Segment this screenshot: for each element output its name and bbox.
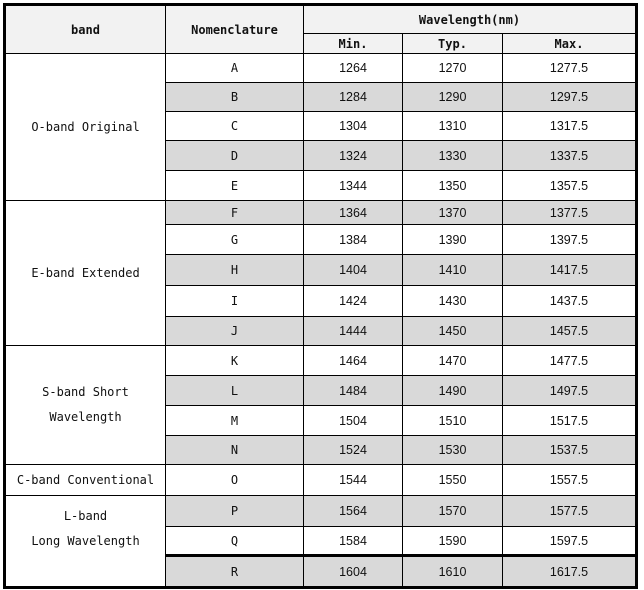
max-cell: 1537.5 (503, 436, 636, 465)
min-cell: 1264 (304, 54, 403, 83)
min-cell: 1584 (304, 527, 403, 556)
nomenclature-cell: I (166, 286, 304, 317)
typ-cell: 1290 (403, 83, 503, 112)
table-row (6, 465, 636, 496)
typ-cell: 1370 (403, 201, 503, 225)
wavelength-table-frame (3, 3, 638, 589)
table-row (6, 346, 636, 376)
typ-cell: 1510 (403, 406, 503, 436)
min-cell: 1444 (304, 317, 403, 346)
header-band: band (6, 6, 166, 54)
max-cell: 1557.5 (503, 465, 636, 496)
nomenclature-cell: Q (166, 527, 304, 556)
min-cell: 1404 (304, 255, 403, 286)
band-l-label-line2: Long Wavelength (31, 534, 140, 548)
max-cell: 1477.5 (503, 346, 636, 376)
nomenclature-cell: F (166, 201, 304, 225)
band-o-cell (6, 54, 166, 201)
max-cell: 1317.5 (503, 112, 636, 141)
table-row (6, 54, 636, 83)
typ-cell: 1550 (403, 465, 503, 496)
min-cell: 1564 (304, 496, 403, 527)
typ-cell: 1530 (403, 436, 503, 465)
min-cell: 1464 (304, 346, 403, 376)
typ-cell: 1350 (403, 171, 503, 201)
header-max: Max. (503, 34, 636, 54)
band-c-cell (6, 465, 166, 496)
max-cell: 1437.5 (503, 286, 636, 317)
max-cell: 1577.5 (503, 496, 636, 527)
nomenclature-cell: H (166, 255, 304, 286)
band-c-label: C-band Conventional (16, 472, 155, 487)
max-cell: 1397.5 (503, 225, 636, 255)
min-cell: 1384 (304, 225, 403, 255)
nomenclature-cell: R (166, 556, 304, 587)
max-cell: 1457.5 (503, 317, 636, 346)
nomenclature-cell: M (166, 406, 304, 436)
min-cell: 1504 (304, 406, 403, 436)
min-cell: 1304 (304, 112, 403, 141)
header-typ: Typ. (403, 34, 503, 54)
max-cell: 1617.5 (503, 556, 636, 587)
nomenclature-cell: A (166, 54, 304, 83)
min-cell: 1284 (304, 83, 403, 112)
max-cell: 1497.5 (503, 376, 636, 406)
band-l-cell (6, 496, 166, 587)
wavelength-table (5, 5, 636, 587)
table-row (6, 201, 636, 225)
min-cell: 1344 (304, 171, 403, 201)
band-e-cell (6, 201, 166, 346)
typ-cell: 1490 (403, 376, 503, 406)
band-o-label: O-band Original (31, 119, 140, 134)
typ-cell: 1450 (403, 317, 503, 346)
min-cell: 1484 (304, 376, 403, 406)
nomenclature-cell: K (166, 346, 304, 376)
min-cell: 1364 (304, 201, 403, 225)
header-nomenclature: Nomenclature (166, 6, 304, 54)
max-cell: 1417.5 (503, 255, 636, 286)
max-cell: 1357.5 (503, 171, 636, 201)
nomenclature-cell: L (166, 376, 304, 406)
nomenclature-cell: G (166, 225, 304, 255)
band-s-label-line2: Wavelength (49, 410, 122, 424)
typ-cell: 1390 (403, 225, 503, 255)
band-s-cell (6, 346, 166, 465)
typ-cell: 1610 (403, 556, 503, 587)
typ-cell: 1330 (403, 141, 503, 171)
nomenclature-cell: D (166, 141, 304, 171)
band-e-label: E-band Extended (31, 265, 140, 280)
typ-cell: 1430 (403, 286, 503, 317)
max-cell: 1337.5 (503, 141, 636, 171)
nomenclature-cell: J (166, 317, 304, 346)
nomenclature-cell: C (166, 112, 304, 141)
header-wavelength: Wavelength(nm) (304, 6, 636, 34)
nomenclature-cell: N (166, 436, 304, 465)
min-cell: 1604 (304, 556, 403, 587)
max-cell: 1517.5 (503, 406, 636, 436)
band-l-label-line1: L-band (63, 509, 108, 523)
min-cell: 1424 (304, 286, 403, 317)
max-cell: 1297.5 (503, 83, 636, 112)
header-min: Min. (304, 34, 403, 54)
nomenclature-cell: P (166, 496, 304, 527)
typ-cell: 1470 (403, 346, 503, 376)
table-row (6, 496, 636, 527)
typ-cell: 1270 (403, 54, 503, 83)
typ-cell: 1590 (403, 527, 503, 556)
min-cell: 1324 (304, 141, 403, 171)
band-s-label-line1: S-band Short (42, 385, 129, 399)
max-cell: 1277.5 (503, 54, 636, 83)
nomenclature-cell: O (166, 465, 304, 496)
min-cell: 1524 (304, 436, 403, 465)
nomenclature-cell: E (166, 171, 304, 201)
min-cell: 1544 (304, 465, 403, 496)
typ-cell: 1570 (403, 496, 503, 527)
typ-cell: 1310 (403, 112, 503, 141)
typ-cell: 1410 (403, 255, 503, 286)
max-cell: 1377.5 (503, 201, 636, 225)
max-cell: 1597.5 (503, 527, 636, 556)
nomenclature-cell: B (166, 83, 304, 112)
